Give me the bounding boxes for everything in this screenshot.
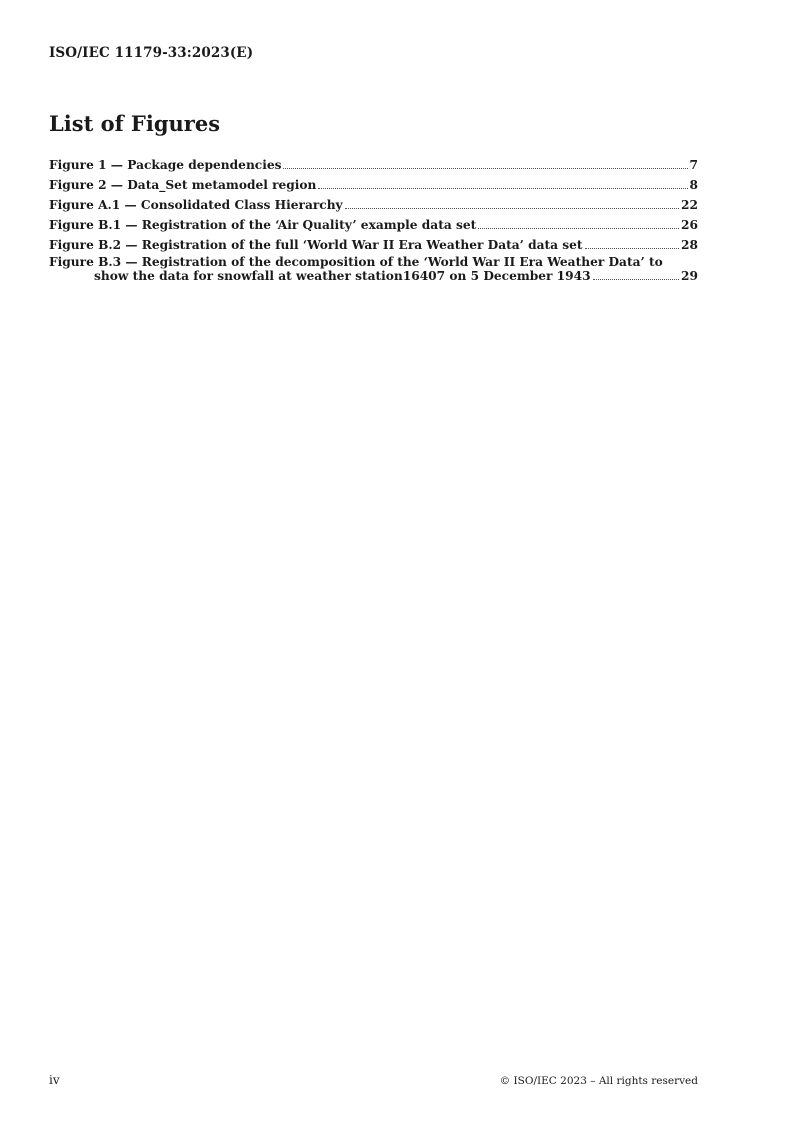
page-number: iv	[49, 1073, 60, 1087]
toc-entry-figure-b3[interactable]	[49, 256, 698, 283]
toc-leader-dots	[585, 248, 679, 249]
toc-entry-text: Figure B.3 — Registration of the decomposition of the ‘World War II Era Weather Data’ to	[49, 255, 663, 269]
list-of-figures	[49, 155, 698, 283]
toc-leader-dots	[345, 208, 679, 209]
toc-entry-page: 29	[681, 268, 698, 283]
toc-entry-figure-a1[interactable]	[49, 195, 698, 215]
toc-leader-dots	[318, 188, 687, 189]
toc-entry-text-continuation: show the data for snowfall at weather station16407 on 5 December 1943	[94, 268, 591, 283]
toc-entry-figure-b2[interactable]	[49, 235, 698, 255]
toc-entry-figure-b1[interactable]	[49, 215, 698, 235]
toc-entry-text: Figure 2 — Data_Set metamodel region	[49, 178, 317, 192]
toc-entry-page: 28	[681, 238, 698, 252]
toc-entry-text: Figure 1 — Package dependencies	[49, 158, 282, 172]
toc-entry-text: Figure B.1 — Registration of the ‘Air Quality’ example data set	[49, 218, 477, 232]
toc-entry-page: 7	[689, 158, 698, 172]
page-title: List of Figures	[49, 111, 221, 136]
document-header: ISO/IEC 11179-33:2023(E)	[49, 45, 254, 61]
toc-entry-text: Figure A.1 — Consolidated Class Hierarchy	[49, 198, 343, 212]
toc-entry-page: 26	[681, 218, 698, 232]
toc-entry-page: 8	[689, 178, 698, 192]
toc-entry-figure-2[interactable]	[49, 175, 698, 195]
toc-leader-dots	[593, 279, 679, 280]
toc-entry-page: 22	[681, 198, 698, 212]
copyright-notice: © ISO/IEC 2023 – All rights reserved	[499, 1075, 698, 1087]
toc-entry-figure-1[interactable]	[49, 155, 698, 175]
toc-leader-dots	[283, 168, 687, 169]
toc-leader-dots	[478, 228, 679, 229]
toc-entry-text: Figure B.2 — Registration of the full ‘World War II Era Weather Data’ data set	[49, 238, 583, 252]
